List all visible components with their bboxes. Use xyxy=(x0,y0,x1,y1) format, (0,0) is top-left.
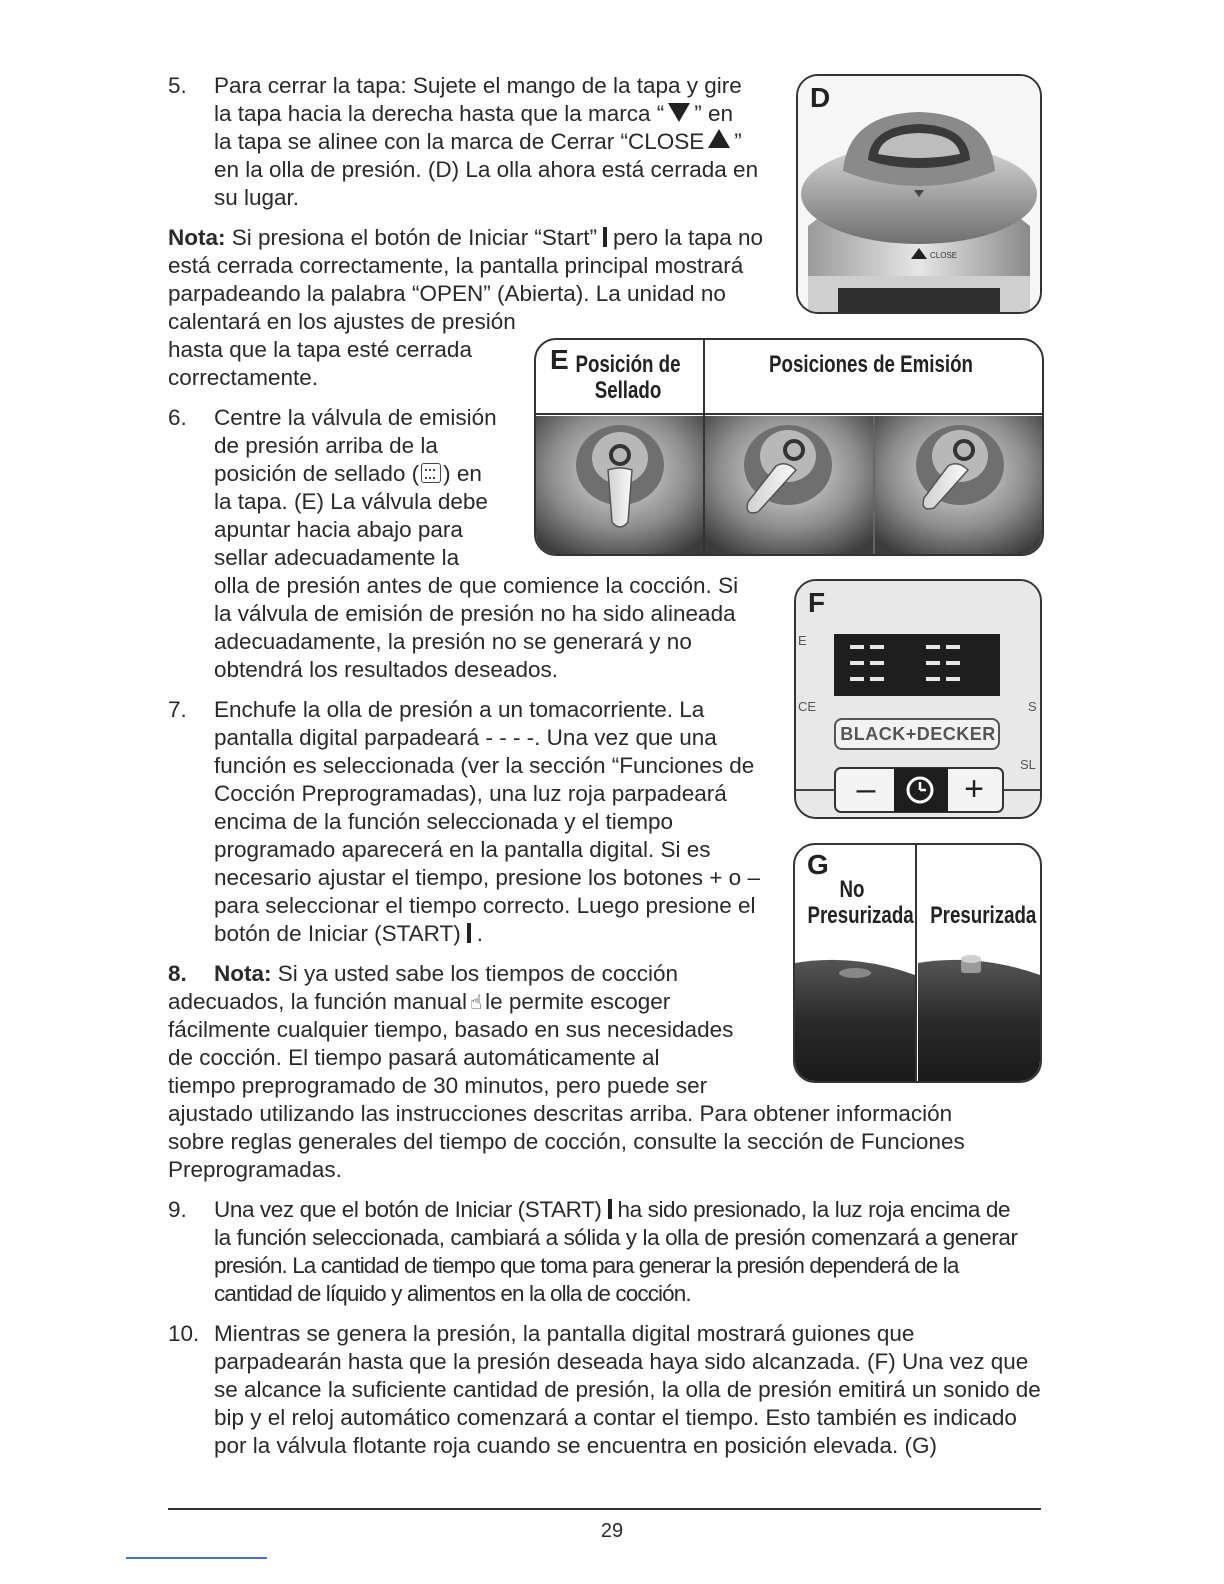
step-8-line: de cocción. El tiempo pasará automáticamente al xyxy=(168,1045,660,1070)
step-8-line: adecuados, la función manual ☝ le permite escoger xyxy=(168,988,670,1017)
figure-g xyxy=(793,843,1042,1083)
step-7-line: Cocción Preprogramadas), una luz roja parpadeará xyxy=(214,781,727,806)
step-7-line: pantalla digital parpadeará - - - -. Una vez que una xyxy=(214,725,717,750)
hand-pointer-icon: ☝ xyxy=(469,992,483,1014)
valve-release-1 xyxy=(705,416,873,554)
note-line: parpadeando la palabra “OPEN” (Abierta). La unidad no xyxy=(168,281,726,306)
step-6-line: posición de sellado ( ) en xyxy=(214,461,482,486)
step-6-line: sellar adecuadamente la xyxy=(214,545,460,570)
figure-d xyxy=(796,74,1042,314)
step-5-line: Para cerrar la tapa: Sujete el mango de la tapa y gire xyxy=(214,73,742,98)
step-9-line: la función seleccionada, cambiará a sólida y la olla de presión comenzará a generar xyxy=(214,1225,1018,1250)
footer-divider xyxy=(168,1508,1041,1510)
step-5-line: la tapa se alinee con la marca de Cerrar “CLOSE ” xyxy=(214,129,742,154)
step-7-line: encima de la función seleccionada y el tiempo xyxy=(214,809,674,834)
note-line: está cerrada correctamente, la pantalla principal mostrará xyxy=(168,253,744,278)
note-line: hasta que la tapa esté cerrada xyxy=(168,337,472,362)
step-7-line: función es seleccionada (ver la sección “Funciones de xyxy=(214,753,755,778)
header-not-pressurized: No Presurizada xyxy=(807,876,914,929)
panel-edge-label: SL xyxy=(1020,757,1036,772)
step-10-line: por la válvula flotante roja cuando se encuentra en posición elevada. (G) xyxy=(214,1433,937,1458)
start-bar-icon xyxy=(608,1199,612,1219)
step-5-line: la tapa hacia la derecha hasta que la marca “ ” en xyxy=(214,101,734,126)
step-6-line: la válvula de emisión de presión no ha sido alineada xyxy=(214,601,736,626)
step-5-line: su lugar. xyxy=(214,185,300,210)
step-10-line: se alcance la suficiente cantidad de presión, la olla de presión emitirá un sonido de xyxy=(214,1377,1041,1402)
step-9-line: Una vez que el botón de Iniciar (START) ha sido presionado, la luz roja encima de xyxy=(214,1197,1011,1222)
step-6-line: Centre la válvula de emisión xyxy=(214,405,497,430)
step-7-line: necesario ajustar el tiempo, presione los botones + o – xyxy=(214,865,760,890)
note-line: Nota: Si presiona el botón de Iniciar “Start” pero la tapa no xyxy=(168,225,764,250)
step-7-number: 7. xyxy=(168,697,187,722)
step-6-number: 6. xyxy=(168,405,187,430)
lid-close-label: CLOSE xyxy=(930,251,958,260)
note-line: correctamente. xyxy=(168,365,319,390)
step-5-line: en la olla de presión. (D) La olla ahora está cerrada en xyxy=(214,157,759,182)
step-9-number: 9. xyxy=(168,1197,187,1222)
valve-sealed xyxy=(536,416,703,554)
step-6-line: obtendrá los resultados deseados. xyxy=(214,657,558,682)
triangle-up-icon xyxy=(708,129,730,148)
step-8-number: 8. xyxy=(168,961,187,986)
panel-edge-label: E xyxy=(798,633,807,648)
plus-button[interactable]: + xyxy=(964,770,984,808)
step-7-line: para seleccionar el tiempo correcto. Luego presione el xyxy=(214,893,756,918)
triangle-down-icon xyxy=(668,103,690,122)
figure-letter: E xyxy=(550,344,569,375)
step-7-line: botón de Iniciar (START) . xyxy=(214,921,484,946)
step-10-line: parpadearán hasta que la presión deseada haya sido alcanzada. (F) Una vez que xyxy=(214,1349,1029,1374)
seal-position-icon xyxy=(421,463,441,483)
figure-letter: G xyxy=(807,849,829,880)
note-line: calentará en los ajustes de presión xyxy=(168,309,516,334)
pressure-cooker-lid-illustration xyxy=(798,76,1040,312)
minus-button[interactable]: – xyxy=(856,770,876,808)
step-5-number: 5. xyxy=(168,73,187,98)
header-pressurized: Presurizada xyxy=(930,902,1037,929)
valve-release-2 xyxy=(875,416,1042,554)
step-6-line: apuntar hacia abajo para xyxy=(214,517,463,542)
step-6-line: la tapa. (E) La válvula debe xyxy=(214,489,488,514)
panel-edge-label: CE xyxy=(798,699,817,714)
page-number: 29 xyxy=(600,1520,624,1542)
panel-edge-label: S xyxy=(1028,699,1037,714)
figure-e xyxy=(534,338,1044,556)
step-10-line: Mientras se genera la presión, la pantalla digital mostrará guiones que xyxy=(214,1321,915,1346)
step-8-line: Nota: Si ya usted sabe los tiempos de cocción xyxy=(214,961,678,986)
step-8-line: tiempo preprogramado de 30 minutos, pero puede ser xyxy=(168,1073,708,1098)
step-10-line: bip y el reloj automático comenzará a contar el tiempo. Esto también es indicado xyxy=(214,1405,1017,1430)
step-9-line: cantidad de líquido y alimentos en la olla de cocción. xyxy=(214,1281,691,1306)
header-seal-position: Posición de Sellado xyxy=(575,351,681,404)
step-8-line: Preprogramadas. xyxy=(168,1157,342,1182)
step-7-line: Enchufe la olla de presión a un tomacorriente. La xyxy=(214,697,705,722)
link-underline xyxy=(126,1557,267,1559)
step-9-line: presión. La cantidad de tiempo que toma para generar la presión dependerá de la xyxy=(214,1253,959,1278)
step-8-line: ajustado utilizando las instrucciones descritas arriba. Para obtener información xyxy=(168,1101,953,1126)
step-8-line: fácilmente cualquier tiempo, basado en sus necesidades xyxy=(168,1017,734,1042)
step-6-line: adecuadamente, la presión no se generará y no xyxy=(214,629,692,654)
header-release-positions: Posiciones de Emisión xyxy=(769,351,973,378)
step-10-number: 10. xyxy=(168,1321,200,1346)
start-bar-icon xyxy=(467,923,471,943)
start-bar-icon xyxy=(603,227,607,247)
step-6-line: de presión arriba de la xyxy=(214,433,438,458)
step-6-line: olla de presión antes de que comience la cocción. Si xyxy=(214,573,739,598)
figure-letter: F xyxy=(808,587,826,618)
brand-logo: BLACK+DECKER xyxy=(840,724,996,744)
figure-f xyxy=(794,579,1042,819)
step-8-line: sobre reglas generales del tiempo de cocción, consulte la sección de Funciones xyxy=(168,1129,965,1154)
figure-letter: D xyxy=(810,82,831,113)
step-7-line: programado aparecerá en la pantalla digital. Si es xyxy=(214,837,711,862)
control-panel-illustration xyxy=(796,581,1040,817)
valve-down xyxy=(839,968,871,978)
